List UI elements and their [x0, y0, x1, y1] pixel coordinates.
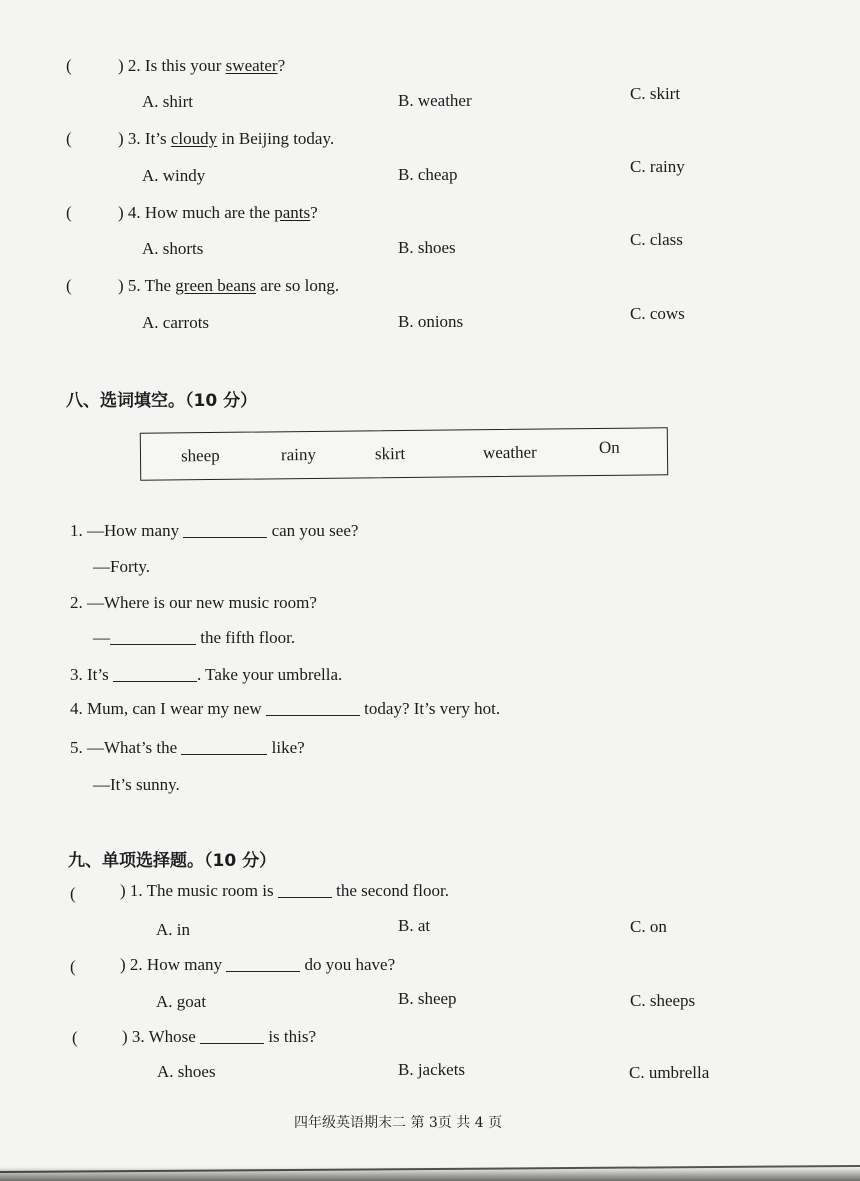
option-a: A. shirt	[142, 92, 193, 111]
fill-item: 5. —What’s the like?	[70, 738, 305, 757]
option-c: C. class	[630, 230, 683, 249]
blank-line[interactable]	[181, 753, 267, 755]
option-b: B. cheap	[398, 165, 458, 184]
question-stem: ) 5. The green beans are so long.	[118, 276, 340, 295]
blank-line[interactable]	[113, 680, 197, 682]
answer-paren: (	[70, 884, 76, 903]
blank-line[interactable]	[278, 896, 332, 898]
option-c: C. cows	[630, 304, 685, 323]
option-a: A. shorts	[142, 239, 204, 258]
fill-item-answer: —Forty.	[93, 557, 150, 576]
option-b: B. jackets	[398, 1060, 466, 1079]
answer-paren: (	[66, 56, 72, 75]
option-a: A. shoes	[157, 1062, 216, 1081]
option-b: B. onions	[398, 312, 464, 331]
question-stem: ) 1. The music room is the second floor.	[120, 881, 449, 900]
question-stem: ) 4. How much are the pants?	[118, 203, 318, 222]
question-stem: ) 3. It’s cloudy in Beijing today.	[118, 129, 335, 148]
option-b: B. at	[398, 916, 431, 935]
option-c: C. sheeps	[630, 991, 696, 1010]
option-b: B. weather	[398, 91, 472, 110]
page-edge-shadow	[0, 1167, 860, 1181]
option-b: B. sheep	[398, 989, 457, 1008]
blank-line[interactable]	[183, 536, 267, 538]
section9-heading: 九、单项选择题。（10 分）	[68, 851, 277, 871]
option-a: A. goat	[156, 992, 207, 1011]
option-c: C. skirt	[630, 84, 681, 103]
blank-line[interactable]	[226, 970, 300, 972]
answer-paren: (	[66, 203, 72, 222]
answer-paren: (	[66, 129, 72, 148]
blank-line[interactable]	[266, 714, 360, 716]
option-a: A. carrots	[142, 313, 210, 332]
option-b: B. shoes	[398, 238, 456, 257]
option-a: A. in	[156, 920, 190, 939]
answer-paren: (	[70, 957, 76, 976]
fill-item: 4. Mum, can I wear my new today? It’s very hot.	[70, 699, 501, 718]
option-c: C. umbrella	[629, 1063, 710, 1082]
blank-line[interactable]	[200, 1042, 264, 1044]
question-stem: ) 2. How many do you have?	[120, 955, 396, 974]
word-bank-item: rainy	[280, 444, 317, 465]
fill-item: 2. —Where is our new music room?	[70, 593, 317, 612]
section8-heading: 八、选词填空。（10 分）	[66, 391, 258, 411]
question-stem: ) 2. Is this your sweater?	[118, 56, 286, 75]
fill-item-answer: — the fifth floor.	[93, 628, 296, 647]
fill-item: 3. It’s . Take your umbrella.	[70, 665, 343, 684]
blank-line[interactable]	[110, 643, 196, 645]
option-c: C. rainy	[630, 157, 685, 176]
answer-paren: (	[72, 1028, 78, 1047]
question-stem: ) 3. Whose is this?	[122, 1027, 317, 1046]
page-footer: 四年级英语期末二 第 3页 共 4 页	[294, 1115, 503, 1131]
word-bank-item: weather	[482, 442, 537, 463]
option-a: A. windy	[142, 166, 206, 185]
fill-item: 1. —How many can you see?	[70, 521, 359, 540]
option-c: C. on	[630, 917, 667, 936]
answer-paren: (	[66, 276, 72, 295]
word-bank	[140, 427, 668, 481]
fill-item-answer: —It’s sunny.	[93, 775, 180, 794]
word-bank-item: On	[598, 437, 620, 457]
word-bank-item: skirt	[374, 443, 406, 464]
word-bank-item: sheep	[180, 445, 220, 466]
